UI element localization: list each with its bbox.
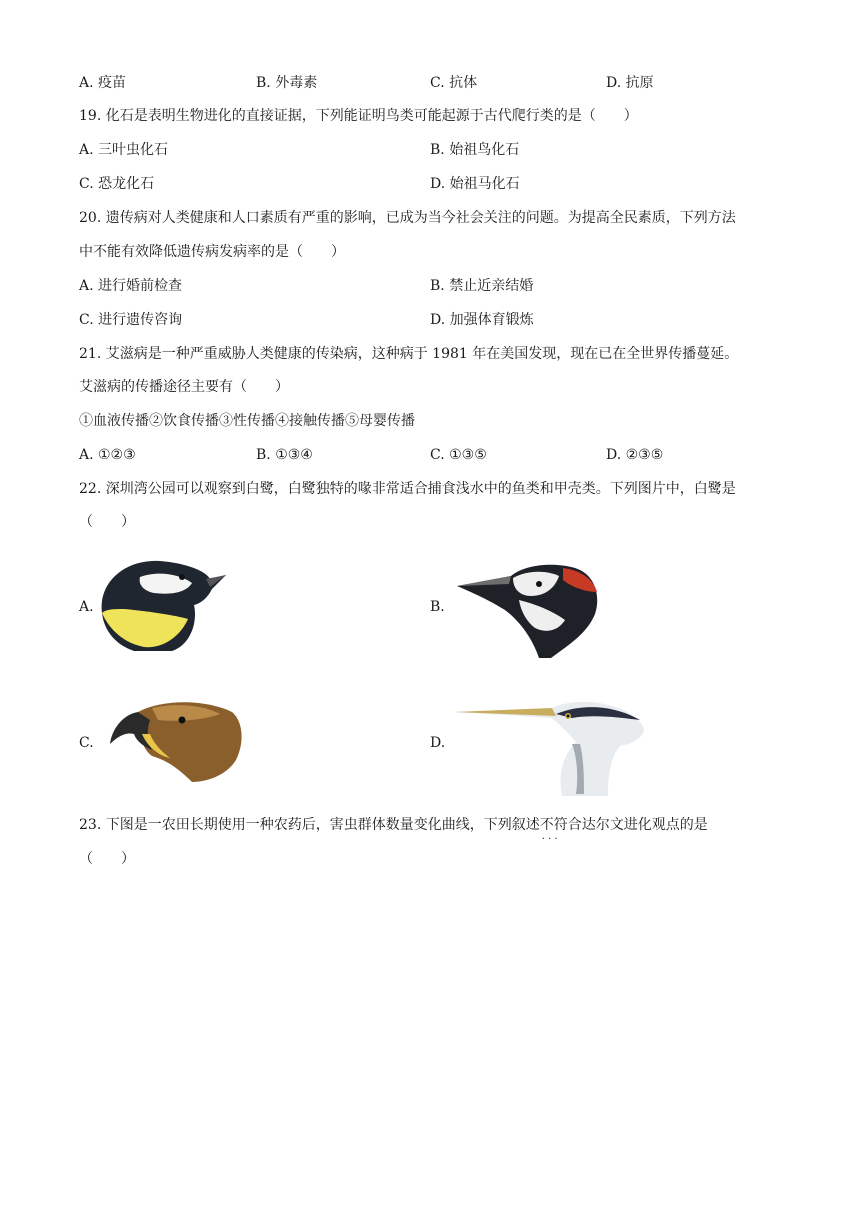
q22-option-b-label: B. [430, 599, 445, 615]
q22-stem-line2: （ ） [79, 514, 135, 530]
q19-option-d: D. 始祖马化石 [430, 176, 520, 192]
q20-stem-line1: 20. 遗传病对人类健康和人口素质有严重的影响，已成为当今社会关注的问题。为提高全民素质，下列方法 [79, 210, 736, 226]
q23-stem-pre: 23. 下图是一农田长期使用一种农药后，害虫群体数量变化曲线，下列叙述 [79, 817, 540, 833]
q20-option-a: A. 进行婚前检查 [79, 278, 183, 294]
q19-option-a: A. 三叶虫化石 [79, 142, 169, 158]
q23-stem-emphasis: 不符合 · · · [540, 817, 582, 833]
tit-head-icon [94, 553, 228, 653]
q20-stem-line2: 中不能有效降低遗传病发病率的是（ ） [79, 244, 345, 260]
q20-option-d: D. 加强体育锻炼 [430, 312, 534, 328]
q23-stem-post: 达尔文进化观点的是 [581, 817, 708, 833]
q19-stem: 19. 化石是表明生物进化的直接证据，下列能证明鸟类可能起源于古代爬行类的是（ ） [79, 108, 638, 124]
q21-stem-line2: 艾滋病的传播途径主要有（ ） [79, 379, 289, 395]
q18-option-c: C. 抗体 [430, 75, 478, 91]
q22-stem-line1: 22. 深圳湾公园可以观察到白鹭，白鹭独特的喙非常适合捕食浅水中的鱼类和甲壳类。下列图片中，白鹭是 [79, 481, 736, 497]
q22-option-c-label: C. [79, 735, 94, 751]
q21-option-b: B. ①③④ [256, 447, 313, 463]
eagle-head-icon [108, 698, 246, 782]
q21-items: ①血液传播②饮食传播③性传播④接触传播⑤母婴传播 [79, 413, 415, 429]
q20-option-b: B. 禁止近亲结婚 [430, 278, 534, 294]
q21-option-a: A. ①②③ [79, 447, 136, 463]
q21-option-c: C. ①③⑤ [430, 447, 487, 463]
q21-stem-line1: 21. 艾滋病是一种严重威胁人类健康的传染病，这种病于 1981 年在美国发现，现在已在全世界传播蔓延。 [79, 346, 739, 362]
q23-stem-line1 [79, 815, 708, 835]
q22-option-d-label: D. [430, 735, 446, 751]
q20-option-c: C. 进行遗传咨询 [79, 312, 183, 328]
q19-option-b: B. 始祖鸟化石 [430, 142, 520, 158]
q18-option-a: A. 疫苗 [79, 75, 127, 91]
egret-head-icon [452, 700, 646, 796]
q22-option-a-label: A. [79, 599, 94, 615]
q21-option-d: D. ②③⑤ [606, 447, 664, 463]
woodpecker-head-icon [455, 560, 601, 660]
q23-stem-line2: （ ） [79, 851, 135, 867]
q19-option-c: C. 恐龙化石 [79, 176, 155, 192]
q18-option-d: D. 抗原 [606, 75, 654, 91]
q18-option-b: B. 外毒素 [256, 75, 318, 91]
